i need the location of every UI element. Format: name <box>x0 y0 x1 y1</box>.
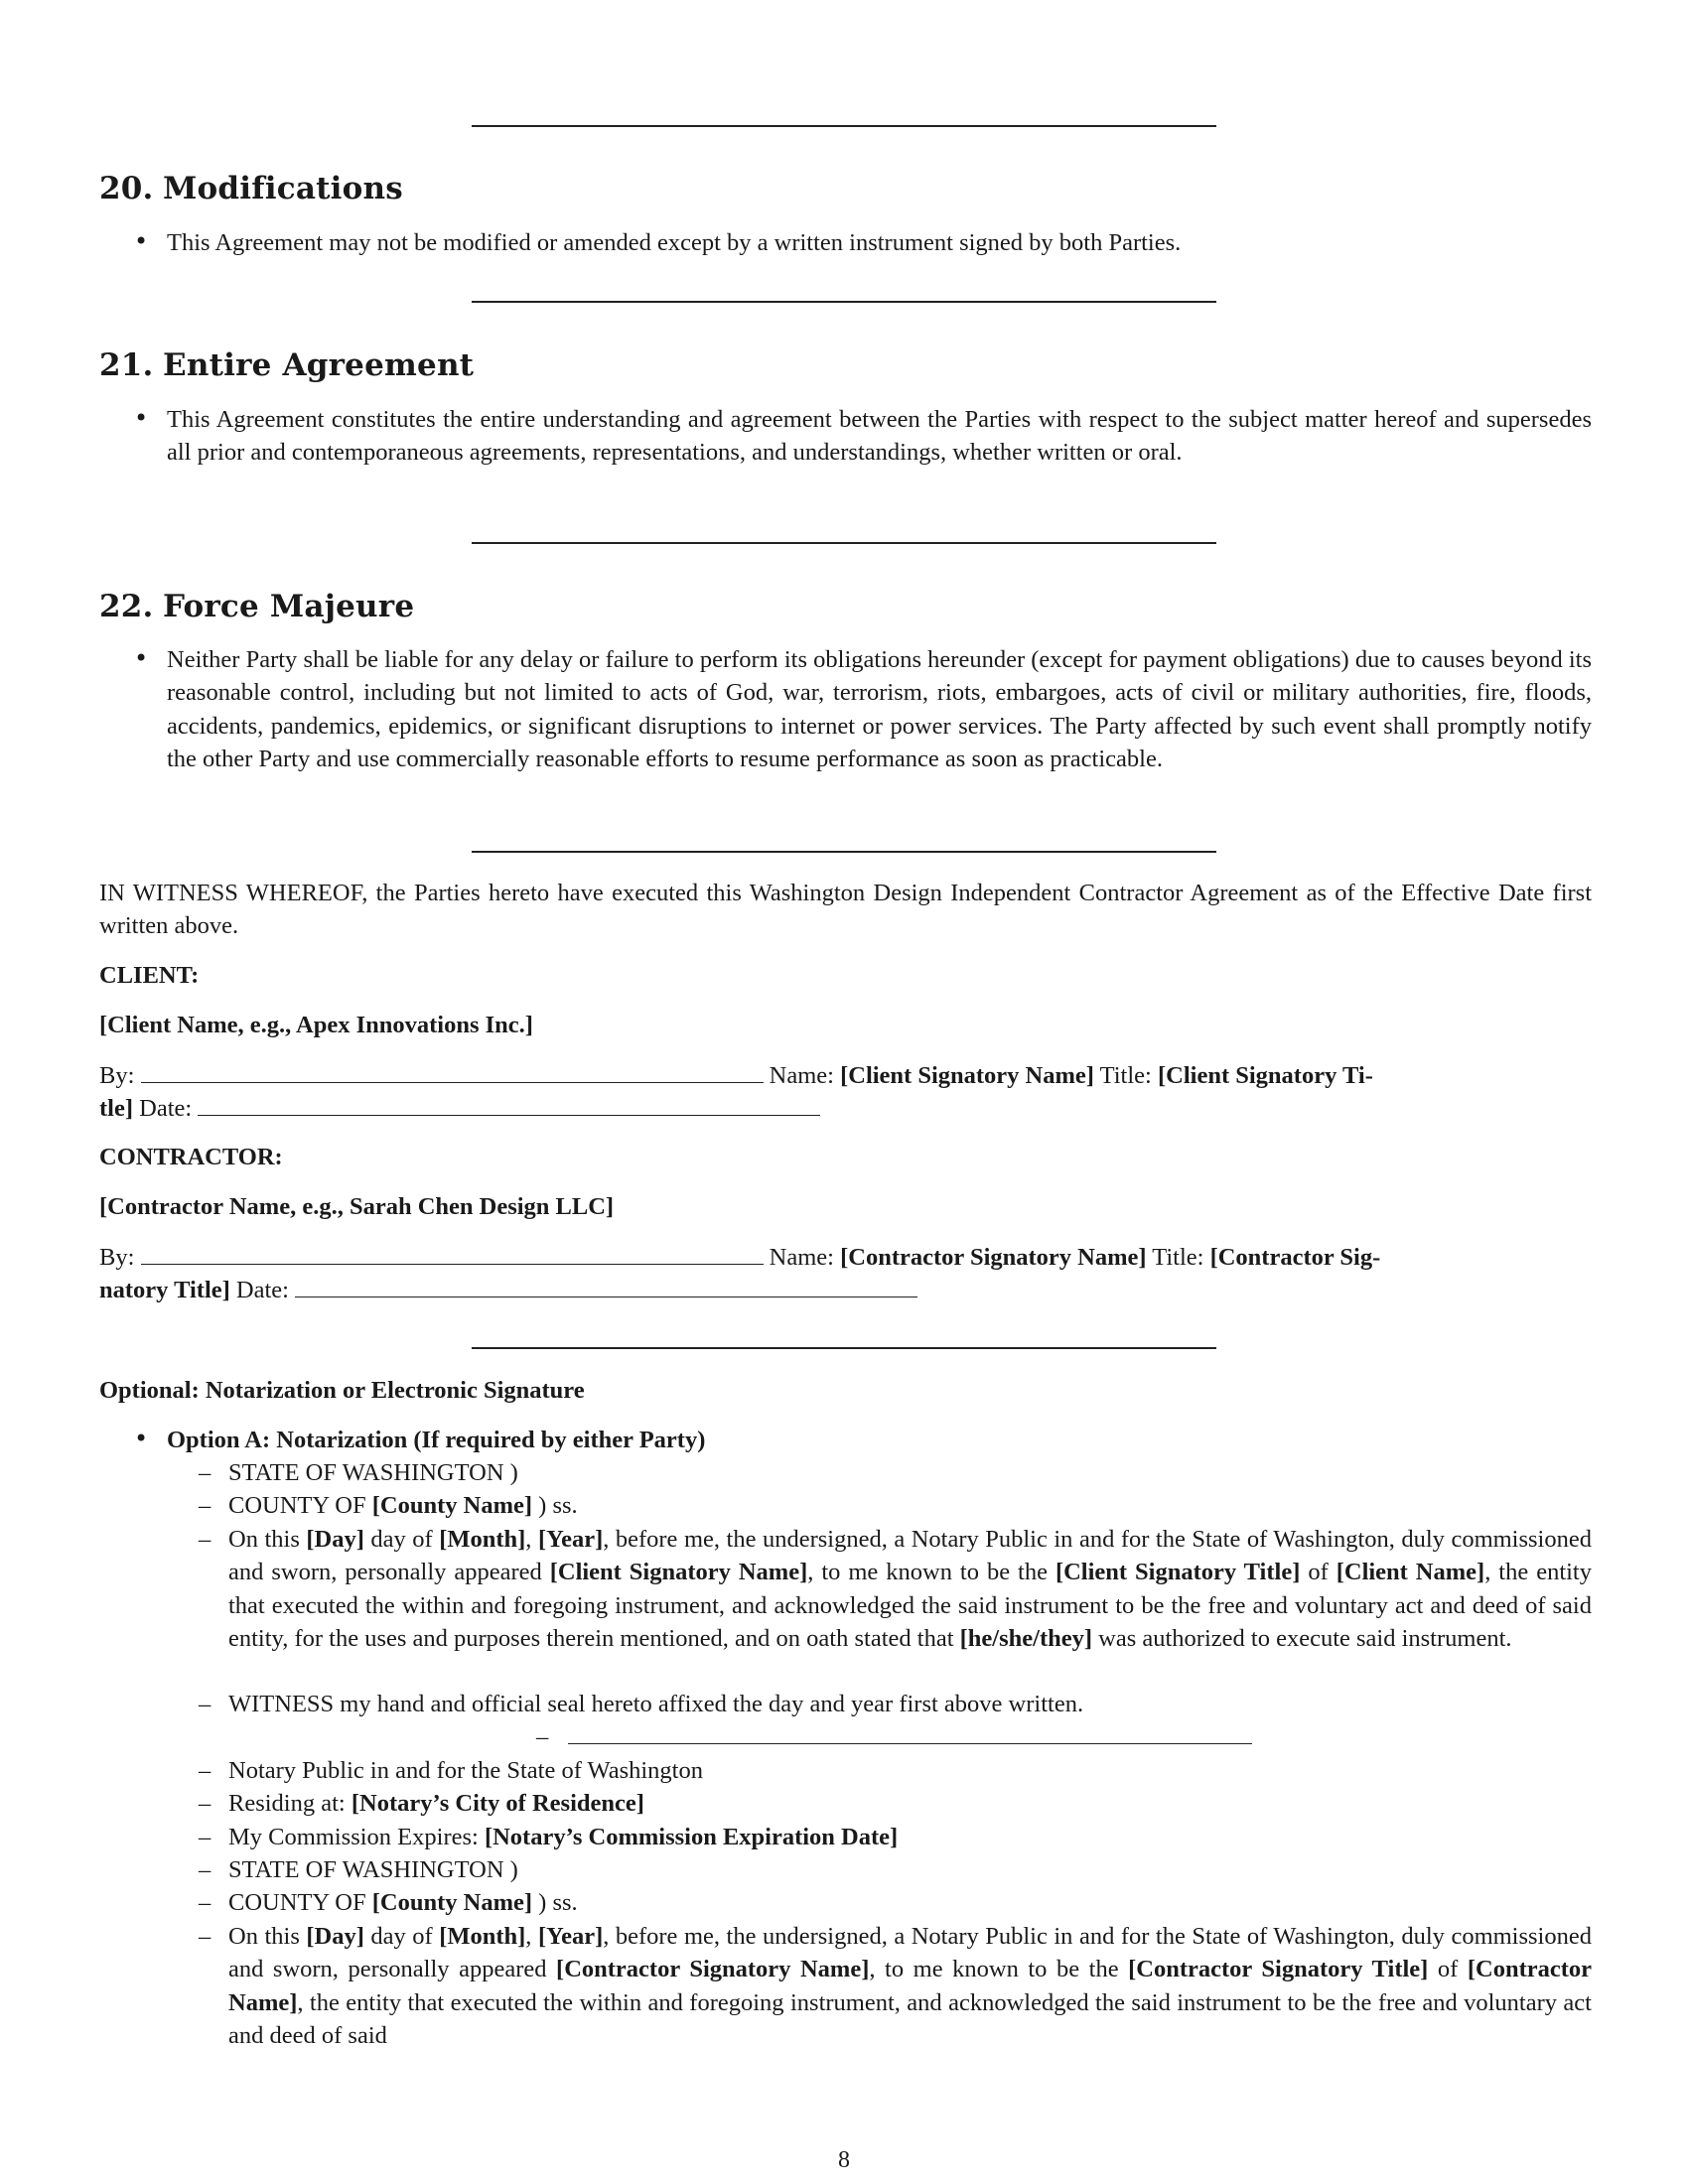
contractor-date-blank[interactable] <box>295 1277 917 1297</box>
client-date-line <box>99 1092 820 1125</box>
contractor-date-line <box>99 1274 917 1306</box>
notary-county-line <box>228 1489 1592 1522</box>
section-number: 22. <box>99 589 154 624</box>
section-title: Entire Agreement <box>163 347 475 383</box>
section-heading-force-majeure <box>99 589 414 624</box>
bullet-icon: • <box>134 227 149 255</box>
contractor-signature-blank[interactable] <box>141 1244 764 1265</box>
dash-icon: – <box>199 1459 211 1486</box>
notary-signature-blank[interactable] <box>568 1743 1252 1744</box>
section-number: 20. <box>99 171 154 206</box>
witness-statement: IN WITNESS WHEREOF, the Parties hereto have executed this Washington Design Independent Contractor Agreement as of the Effective Date first written above. <box>99 880 1592 940</box>
contractor-signatory-title: [Contractor Sig- <box>1209 1244 1381 1271</box>
dash-icon: – <box>199 1923 211 1950</box>
notary-acknowledgment-contractor: On this [Day] day of [Month], [Year], before me, the undersigned, a Notary Public in and for the State of Washington, duly commissioned and sworn, personally appeared [Contractor Signatory Name], to me known to be the [Contractor Signatory Title] of [Contractor Name], the entity that executed the within and foregoing instrument, and acknowledged the said instrument to be the free and voluntary act and deed of said <box>228 1923 1592 2049</box>
bullet-icon: • <box>134 644 149 672</box>
contractor-name: [Contractor Name, e.g., Sarah Chen Design LLC] <box>99 1193 615 1220</box>
page-number: 8 <box>838 2147 850 2173</box>
dash-icon: – <box>199 1757 211 1784</box>
dash-icon: – <box>199 1824 211 1850</box>
residing-label: Residing at: <box>228 1790 352 1817</box>
county-suffix: ) ss. <box>532 1492 578 1519</box>
section-number: 21. <box>99 347 154 383</box>
county-name: [County Name] <box>371 1889 533 1916</box>
option-a-heading: Option A: Notarization (If required by either Party) <box>167 1427 706 1453</box>
title-label: Title: <box>1152 1244 1204 1271</box>
by-label: By: <box>99 1244 135 1271</box>
notary-residing-line <box>228 1787 1592 1820</box>
title-label: Title: <box>1099 1062 1152 1089</box>
bullet-icon: • <box>134 404 149 432</box>
client-date-blank[interactable] <box>198 1095 820 1116</box>
dash-icon: – <box>199 1856 211 1883</box>
notary-public-line: Notary Public in and for the State of Washington <box>228 1757 703 1784</box>
section-title: Force Majeure <box>163 589 415 624</box>
dash-icon: – <box>199 1889 211 1916</box>
date-label: Date: <box>139 1095 193 1122</box>
notary-witness-line: WITNESS my hand and official seal hereto affixed the day and year first above written. <box>228 1691 1084 1717</box>
horizontal-rule <box>472 125 1216 127</box>
commission-label: My Commission Expires: <box>228 1824 485 1850</box>
county-suffix: ) ss. <box>532 1889 578 1916</box>
name-label: Name: <box>769 1244 834 1271</box>
county-prefix: COUNTY OF <box>228 1889 372 1916</box>
client-signature-line <box>99 1059 1592 1092</box>
section-heading-modifications <box>99 171 403 206</box>
contractor-label: CONTRACTOR: <box>99 1144 283 1170</box>
section-text: Neither Party shall be liable for any delay or failure to perform its obligations hereunder (except for payment obligations) due to causes beyond its reasonable control, including but not limited to acts of God, war, terrorism, riots, embargoes, acts of civil or military authorities, fire, floods, accidents, pandemics, epidemics, or significant disruptions to internet or power services. The Party affected by such event shall promptly notify the other Party and use commercially reasonable efforts to resume performance as soon as practicable. <box>167 646 1592 772</box>
date-label: Date: <box>235 1277 289 1303</box>
by-label: By: <box>99 1062 135 1089</box>
client-signatory-title-cont: tle] <box>99 1095 133 1122</box>
dash-icon: – <box>199 1492 211 1519</box>
contractor-signature-line <box>99 1241 1592 1274</box>
contractor-signatory-title-cont: natory Title] <box>99 1277 230 1303</box>
commission-value: [Notary’s Commission Expiration Date] <box>484 1824 899 1850</box>
notary-state-line: STATE OF WASHINGTON ) <box>228 1856 518 1883</box>
notary-commission-line <box>228 1821 1592 1853</box>
horizontal-rule <box>472 542 1216 544</box>
notary-county-line <box>228 1886 1592 1919</box>
section-heading-entire-agreement <box>99 347 474 383</box>
notary-acknowledgment-client: On this [Day] day of [Month], [Year], before me, the undersigned, a Notary Public in and for the State of Washington, duly commissioned and sworn, personally appeared [Client Signatory Name], to me known to be the [Client Signatory Title] of [Client Name], the entity that executed the within and foregoing instrument, and acknowledged the said instrument to be the free and voluntary act and deed of said entity, for the uses and purposes therein mentioned, and on oath stated that [he/she/they] was authorized to execute said instrument. <box>228 1526 1592 1652</box>
dash-icon: – <box>199 1691 211 1717</box>
dash-icon: – <box>199 1526 211 1553</box>
horizontal-rule <box>472 851 1216 853</box>
contractor-signatory-name: [Contractor Signatory Name] <box>840 1244 1147 1271</box>
client-signature-blank[interactable] <box>141 1062 764 1083</box>
client-signatory-name: [Client Signatory Name] <box>840 1062 1094 1089</box>
bullet-icon: • <box>134 1425 149 1452</box>
client-signatory-title: [Client Signatory Ti- <box>1157 1062 1373 1089</box>
optional-heading: Optional: Notarization or Electronic Signature <box>99 1377 585 1404</box>
client-label: CLIENT: <box>99 962 200 989</box>
notary-state-line: STATE OF WASHINGTON ) <box>228 1459 518 1486</box>
name-label: Name: <box>769 1062 834 1089</box>
client-name: [Client Name, e.g., Apex Innovations Inc.] <box>99 1012 533 1038</box>
residing-value: [Notary’s City of Residence] <box>351 1790 644 1817</box>
horizontal-rule <box>472 301 1216 303</box>
horizontal-rule <box>472 1347 1216 1349</box>
section-text: This Agreement constitutes the entire understanding and agreement between the Parties with respect to the subject matter hereof and supersedes all prior and contemporaneous agreements, representations, and understandings, whether written or oral. <box>167 406 1592 467</box>
section-title: Modifications <box>163 171 403 206</box>
county-prefix: COUNTY OF <box>228 1492 372 1519</box>
dash-icon: – <box>199 1790 211 1817</box>
section-text: This Agreement may not be modified or amended except by a written instrument signed by both Parties. <box>167 229 1182 256</box>
county-name: [County Name] <box>371 1492 533 1519</box>
dash-icon: – <box>536 1723 549 1750</box>
